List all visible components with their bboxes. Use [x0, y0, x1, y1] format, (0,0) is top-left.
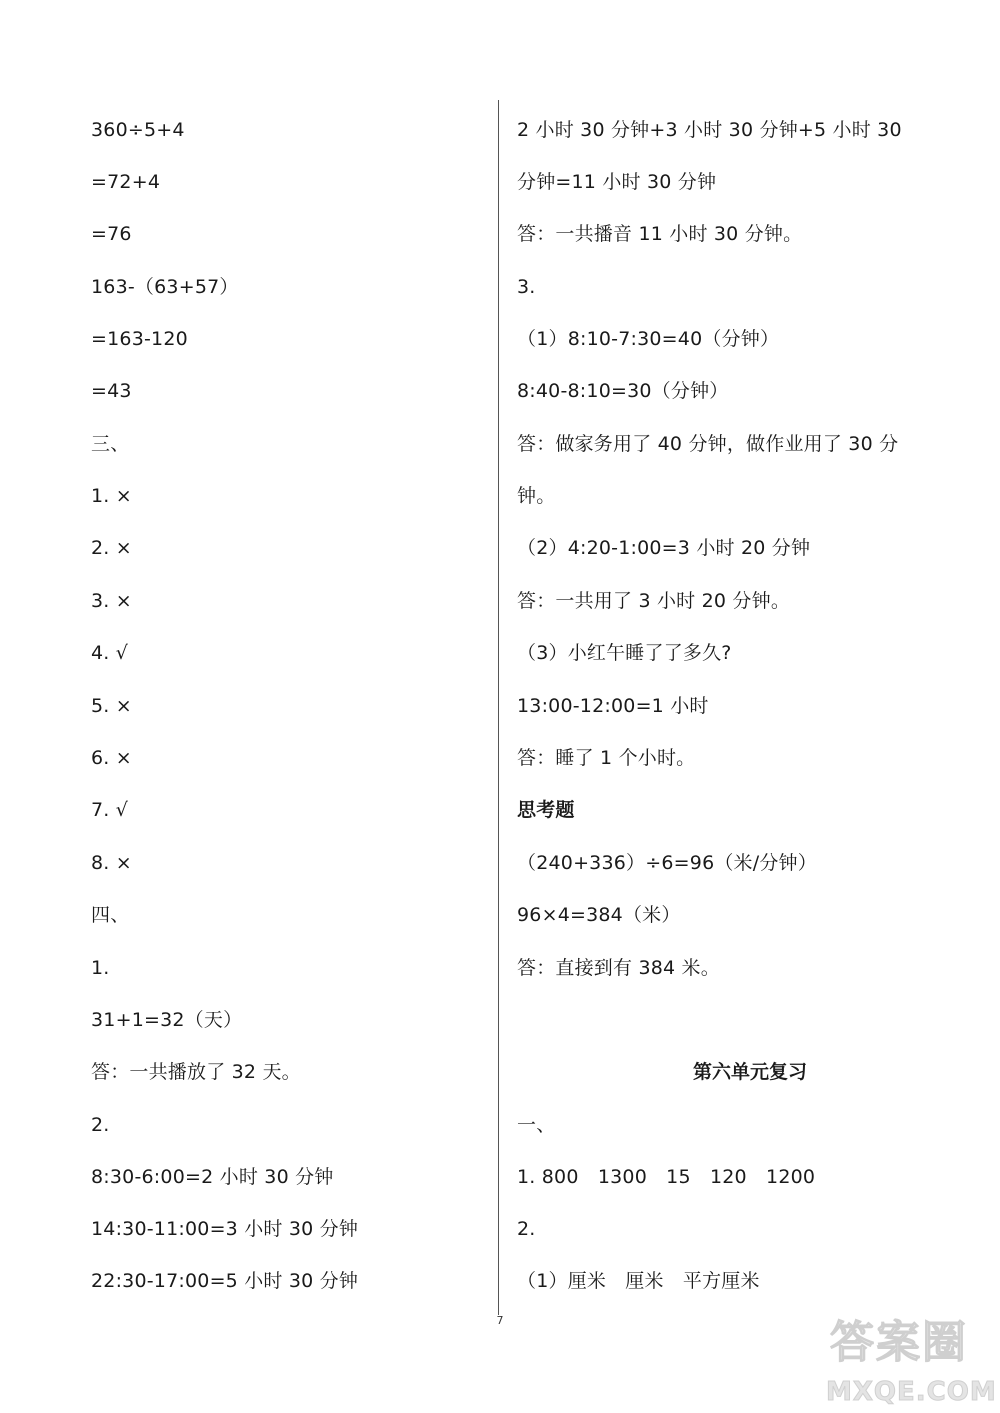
answer-item: 7. √ [91, 799, 129, 821]
answer-item: 2. × [91, 537, 132, 559]
answer-item: 1. × [91, 485, 132, 507]
text-line: 答：睡了 1 个小时。 [517, 747, 696, 769]
text-line: （1）厘米 厘米 平方厘米 [517, 1270, 760, 1292]
text-line: 2. [517, 1218, 536, 1240]
text-line: 2. [91, 1114, 110, 1136]
text-line: 答：直接到有 384 米。 [517, 957, 720, 979]
text-line: 3. [517, 276, 536, 298]
unit-review-title: 第六单元复习 [692, 1061, 807, 1083]
text-line: 2 小时 30 分钟+3 小时 30 分钟+5 小时 30 [517, 119, 902, 141]
watermark-cn: 答案圈 [830, 1317, 968, 1368]
section-heading: 思考题 [517, 799, 575, 821]
answer-item: 3. × [91, 590, 132, 612]
text-line: 163-（63+57） [91, 276, 239, 298]
text-line: 96×4=384（米） [517, 904, 681, 926]
watermark-logo [826, 1316, 996, 1410]
text-line: 360÷5+4 [91, 119, 185, 141]
section-heading: 一、 [517, 1114, 556, 1136]
text-line: （3）小红午睡了了多久? [517, 642, 732, 664]
text-line: 8:40-8:10=30（分钟） [517, 380, 729, 402]
text-line: （1）8:10-7:30=40（分钟） [517, 328, 780, 350]
text-line: 钟。 [517, 485, 556, 507]
text-line: 答：一共播放了 32 天。 [91, 1061, 301, 1083]
text-line: =163-120 [91, 328, 188, 350]
answer-item: 6. × [91, 747, 132, 769]
answer-item: 4. √ [91, 642, 129, 664]
text-line: 13:00-12:00=1 小时 [517, 695, 709, 717]
text-line: （240+336）÷6=96（米/分钟） [517, 852, 817, 874]
text-line: =43 [91, 380, 132, 402]
text-line: 1. [91, 957, 110, 979]
text-line: 31+1=32（天） [91, 1009, 243, 1031]
text-line: 8:30-6:00=2 小时 30 分钟 [91, 1166, 334, 1188]
answer-item: 5. × [91, 695, 132, 717]
text-line: 答：一共播音 11 小时 30 分钟。 [517, 223, 803, 245]
page-number: 7 [496, 1314, 504, 1327]
watermark-en: MXQE.COM [826, 1377, 997, 1407]
section-heading: 三、 [91, 433, 130, 455]
column-divider [498, 100, 499, 1315]
text-line: 答：一共用了 3 小时 20 分钟。 [517, 590, 791, 612]
text-line: 1. 800 1300 15 120 1200 [517, 1166, 816, 1188]
answer-item: 8. × [91, 852, 132, 874]
text-line: 22:30-17:00=5 小时 30 分钟 [91, 1270, 359, 1292]
text-line: （2）4:20-1:00=3 小时 20 分钟 [517, 537, 811, 559]
text-line: =72+4 [91, 171, 161, 193]
section-heading: 四、 [91, 904, 130, 926]
text-line: 14:30-11:00=3 小时 30 分钟 [91, 1218, 359, 1240]
text-line: 答：做家务用了 40 分钟，做作业用了 30 分 [517, 433, 899, 455]
text-line: 分钟=11 小时 30 分钟 [517, 171, 717, 193]
text-line: =76 [91, 223, 132, 245]
